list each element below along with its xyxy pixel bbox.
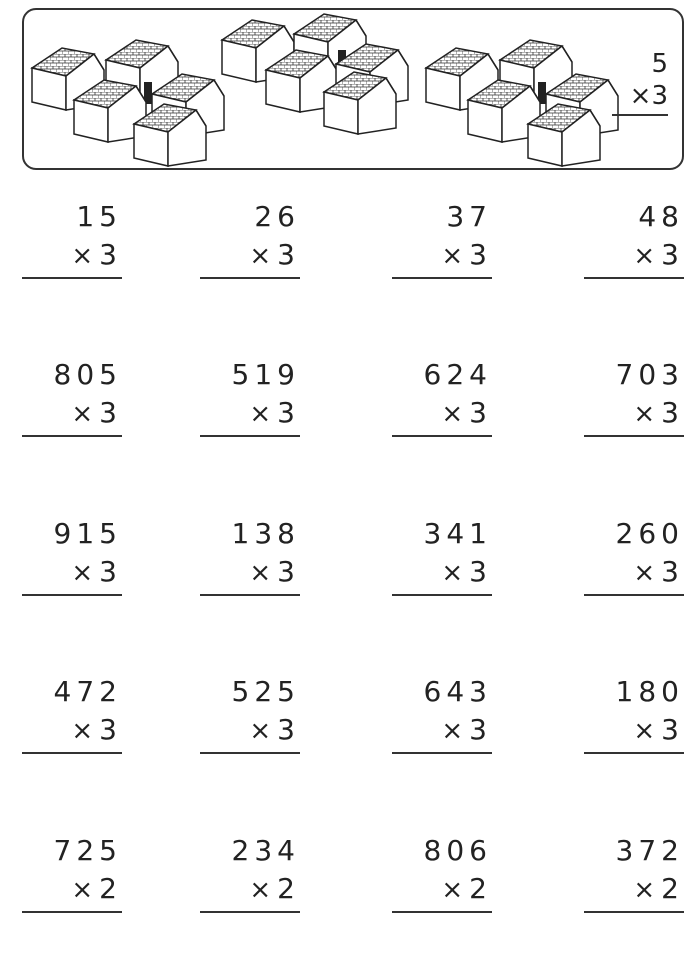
- times-symbol: ×: [249, 716, 272, 746]
- multiplier: 3: [99, 713, 122, 746]
- multiplier-line: [200, 711, 300, 754]
- multiplier: 3: [99, 396, 122, 429]
- multiplier: 3: [661, 555, 684, 588]
- multiplicand: 624: [423, 358, 492, 391]
- multiplication-problem: [22, 356, 122, 437]
- multiplier: 3: [469, 555, 492, 588]
- times-symbol: ×: [441, 558, 464, 588]
- multiplication-problem: [22, 515, 122, 596]
- multiplier-line: [584, 394, 684, 437]
- times-symbol: ×: [441, 875, 464, 905]
- times-symbol: ×: [71, 241, 94, 271]
- multiplier: 3: [469, 396, 492, 429]
- multiplier-line: [584, 870, 684, 913]
- times-symbol: ×: [71, 558, 94, 588]
- times-symbol: ×: [249, 875, 272, 905]
- multiplier: 3: [99, 555, 122, 588]
- multiplier: 3: [277, 713, 300, 746]
- multiplier: 3: [277, 396, 300, 429]
- multiplicand: 15: [76, 200, 122, 233]
- multiplicand: 341: [423, 517, 492, 550]
- times-symbol: ×: [633, 558, 656, 588]
- multiplication-problem: [584, 198, 684, 279]
- times-symbol: ×: [633, 399, 656, 429]
- multiplier-line: [584, 711, 684, 754]
- multiplication-problem: [584, 673, 684, 754]
- times-symbol: ×: [633, 875, 656, 905]
- multiplication-problem: [584, 515, 684, 596]
- multiplier: 2: [277, 872, 300, 905]
- multiplier: 3: [469, 713, 492, 746]
- multiplication-problem: [392, 356, 492, 437]
- times-symbol: ×: [441, 716, 464, 746]
- multiplier: 3: [469, 238, 492, 271]
- times-symbol: ×: [71, 875, 94, 905]
- multiplier: 3: [277, 238, 300, 271]
- multiplication-problem: [200, 356, 300, 437]
- multiplication-problem: [200, 515, 300, 596]
- multiplicand: 525: [231, 675, 300, 708]
- times-symbol: ×: [441, 241, 464, 271]
- multiplier-line: [200, 553, 300, 596]
- multiplier-line: [200, 870, 300, 913]
- multiplicand: 37: [446, 200, 492, 233]
- multiplier-line: [200, 394, 300, 437]
- multiplication-problem: [22, 198, 122, 279]
- multiplication-problem: [200, 832, 300, 913]
- multiplier: 3: [661, 713, 684, 746]
- multiplicand: 806: [423, 834, 492, 867]
- multiplier: 3: [99, 238, 122, 271]
- multiplication-problem: [200, 198, 300, 279]
- multiplicand: 138: [231, 517, 300, 550]
- times-symbol: ×: [249, 399, 272, 429]
- multiplier: 2: [661, 872, 684, 905]
- multiplier-line: [200, 236, 300, 279]
- multiplicand: 472: [53, 675, 122, 708]
- multiplication-problem: [392, 198, 492, 279]
- multiplier-line: [392, 870, 492, 913]
- times-symbol: ×: [633, 241, 656, 271]
- multiplier-line: [22, 553, 122, 596]
- multiplier-line: [584, 553, 684, 596]
- multiplier-line: [22, 394, 122, 437]
- multiplicand: 519: [231, 358, 300, 391]
- multiplicand: 805: [53, 358, 122, 391]
- multiplication-problem: [392, 673, 492, 754]
- multiplication-problem: [584, 832, 684, 913]
- multiplicand: 260: [615, 517, 684, 550]
- multiplier-line: [392, 711, 492, 754]
- multiplicand: 48: [638, 200, 684, 233]
- multiplicand: 234: [231, 834, 300, 867]
- multiplier: 2: [99, 872, 122, 905]
- multiplication-problem: [392, 515, 492, 596]
- example-multiplier: ×3: [612, 80, 668, 116]
- multiplier-line: [392, 394, 492, 437]
- multiplier-line: [392, 236, 492, 279]
- multiplicand: 26: [254, 200, 300, 233]
- times-symbol: ×: [633, 716, 656, 746]
- multiplier-line: [584, 236, 684, 279]
- multiplicand: 643: [423, 675, 492, 708]
- times-symbol: ×: [71, 399, 94, 429]
- multiplier: 3: [277, 555, 300, 588]
- times-symbol: ×: [71, 716, 94, 746]
- times-symbol: ×: [249, 241, 272, 271]
- multiplier: 3: [661, 396, 684, 429]
- multiplicand: 725: [53, 834, 122, 867]
- multiplicand: 915: [53, 517, 122, 550]
- multiplier-line: [22, 711, 122, 754]
- multiplication-problem: [392, 832, 492, 913]
- multiplier: 3: [661, 238, 684, 271]
- times-symbol: ×: [249, 558, 272, 588]
- multiplier: 2: [469, 872, 492, 905]
- times-symbol: ×: [441, 399, 464, 429]
- multiplication-problem: [584, 356, 684, 437]
- multiplication-problem: [22, 832, 122, 913]
- multiplicand: 180: [615, 675, 684, 708]
- multiplication-problem: [200, 673, 300, 754]
- multiplicand: 703: [615, 358, 684, 391]
- multiplicand: 372: [615, 834, 684, 867]
- example-top-number: 5: [651, 49, 668, 79]
- multiplier-line: [392, 553, 492, 596]
- multiplier-line: [22, 870, 122, 913]
- multiplier-line: [22, 236, 122, 279]
- multiplication-problem: [22, 673, 122, 754]
